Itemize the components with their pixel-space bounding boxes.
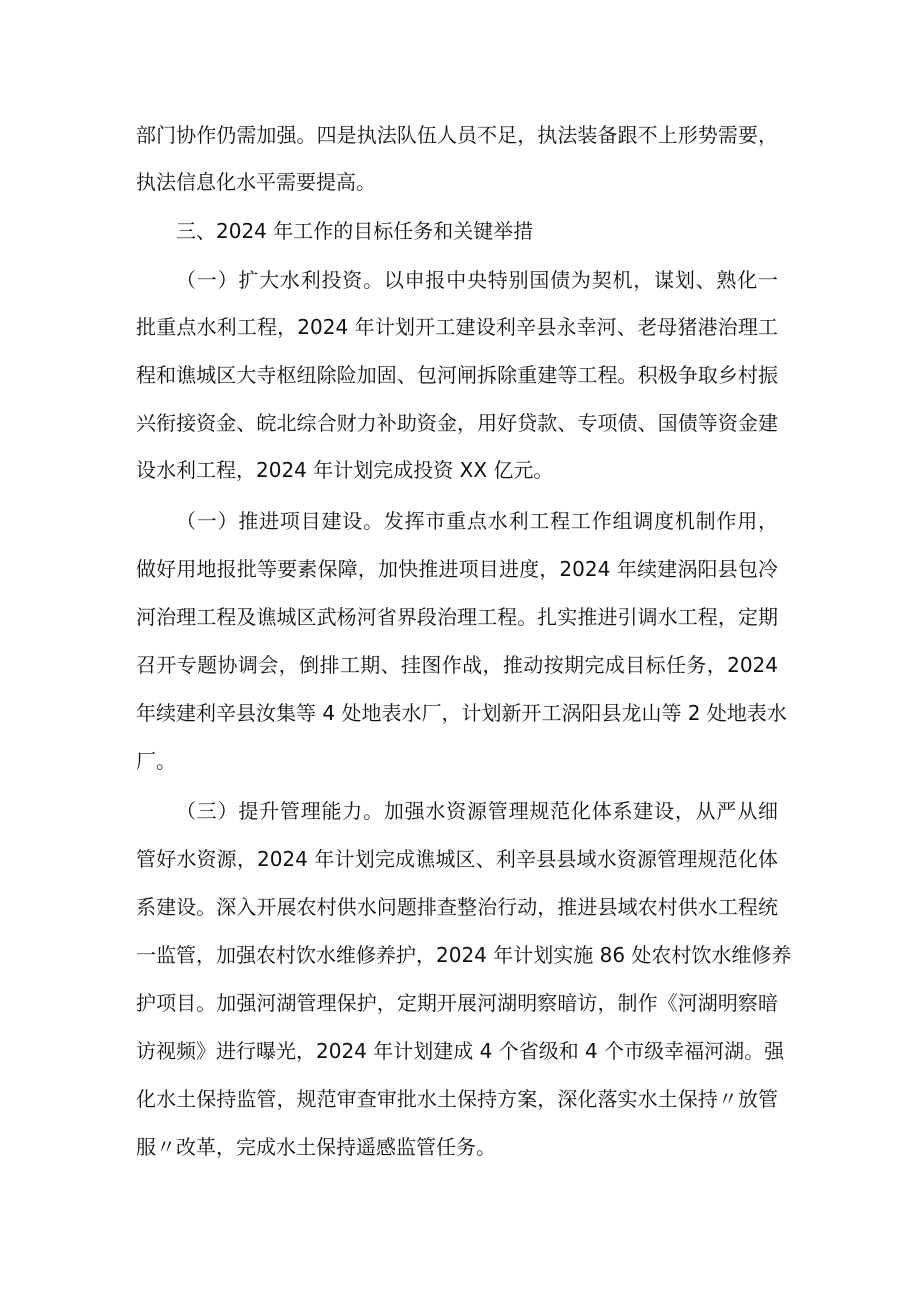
paragraph-first-line: （三）提升管理能力。加强水资源管理规范化体系建设，从严从细 [176,799,778,823]
paragraph-first-line: （一）推进项目建设。发挥市重点水利工程工作组调度机制作用， [176,509,778,533]
body-text-line: 化水土保持监管，规范审查审批水土保持方案，深化落实水土保持〃放管 [136,1087,778,1111]
body-text-line: 做好用地报批等要素保障，加快推进项目进度，2024 年续建涡阳县包冷 [136,557,778,581]
body-text-line: 访视频》进行曝光，2024 年计划建成 4 个省级和 4 个市级幸福河湖。强 [136,1039,785,1063]
body-text-line: 护项目。加强河湖管理保护，定期开展河湖明察暗访，制作《河湖明察暗 [136,991,778,1015]
body-text-line: 河治理工程及谯城区武杨河省界段治理工程。扎实推进引调水工程，定期 [136,605,778,629]
body-text-line: 管好水资源，2024 年计划完成谯城区、利辛县县域水资源管理规范化体 [136,847,778,871]
body-text-line: 兴衔接资金、皖北综合财力补助资金，用好贷款、专项债、国债等资金建 [136,411,778,435]
body-text-line: 召开专题协调会，倒排工期、挂图作战，推动按期完成目标任务，2024 [136,653,778,677]
body-text-line: 系建设。深入开展农村供水问题排查整治行动，推进县域农村供水工程统 [136,895,778,919]
body-text-line: 批重点水利工程，2024 年计划开工建设利辛县永幸河、老母猪港治理工 [136,315,778,339]
paragraph-first-line: （一）扩大水利投资。以申报中央特别国债为契机，谋划、熟化一 [176,268,778,292]
body-text-line: 服〃改革，完成水土保持遥感监管任务。 [136,1135,496,1159]
body-text-line: 年续建利辛县汝集等 4 处地表水厂，计划新开工涡阳县龙山等 2 处地表水 [136,701,787,725]
body-text-line: 一监管，加强农村饮水维修养护，2024 年计划实施 86 处农村饮水维修养 [136,943,792,967]
body-text-line: 程和谯城区大寺枢纽除险加固、包河闸拆除重建等工程。积极争取乡村振 [136,363,778,387]
body-text-line: 设水利工程，2024 年计划完成投资 XX 亿元。 [136,458,554,482]
body-text-line: 执法信息化水平需要提高。 [136,170,376,194]
body-text-line: 厂。 [136,749,176,773]
section-heading: 三、2024 年工作的目标任务和关键举措 [176,219,534,243]
body-text-line: 部门协作仍需加强。四是执法队伍人员不足，执法装备跟不上形势需要， [136,123,778,147]
